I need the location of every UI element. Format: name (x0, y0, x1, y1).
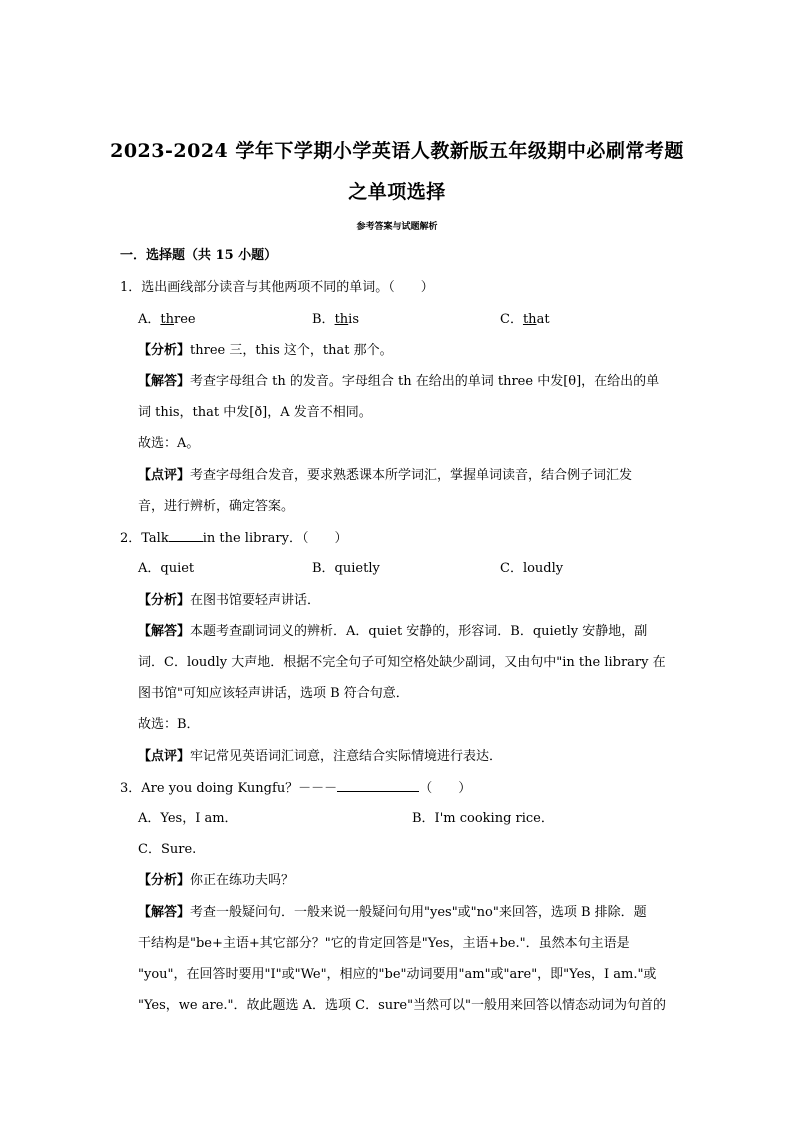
q2-answer-line3: 图书馆"可知应该轻声讲话，选项 B 符合句意． (138, 686, 409, 701)
q1-answer-line2: 词 this，that 中发[ð]，A 发音不相同。 (138, 405, 372, 420)
q3-option-b: B．I'm cooking rice． (412, 811, 554, 826)
q1-answer-tag: 【解答】 (138, 374, 191, 389)
q2-blank (169, 529, 203, 542)
q2-choice: 故选：B． (138, 717, 200, 732)
q1-answer-text1: 考查字母组合 th 的发音。字母组合 th 在给出的单词 three 中发[θ]，在给出的单 (190, 374, 660, 389)
q1-choice: 故选：A。 (138, 436, 200, 451)
q2-comment-tag: 【点评】 (138, 749, 191, 764)
q1-option-b-prefix: B． (312, 312, 335, 327)
q1-option-c (500, 311, 550, 329)
q1-analysis-tag: 【分析】 (138, 343, 191, 358)
q1-comment-tag: 【点评】 (138, 468, 191, 483)
q3-stem-pre: 3．Are you doing Kungfu？－－－ (120, 781, 338, 796)
q2-analysis-tag: 【分析】 (138, 593, 191, 608)
q1-option-c-rest: at (536, 312, 550, 327)
q1-option-c-underline: th (522, 312, 537, 327)
q1-answer-line1 (138, 373, 659, 391)
q1-option-a-prefix: A． (138, 312, 161, 327)
q3-answer-tag: 【解答】 (138, 905, 191, 920)
q1-option-a-underline: th (160, 312, 174, 327)
q1-comment-line2: 音，进行辨析，确定答案。 (138, 499, 295, 514)
q2-analysis-text: 在图书馆要轻声讲话． (190, 593, 321, 608)
q2-answer-line1 (138, 623, 647, 641)
q3-analysis (138, 872, 294, 890)
section-heading: 一．选择题（共 15 小题） (120, 248, 278, 263)
q2-answer-tag: 【解答】 (138, 624, 191, 639)
q1-option-a (138, 311, 196, 329)
page-title: 2023-2024 学年下学期小学英语人教新版五年级期中必刷常考题 (110, 140, 684, 162)
q1-option-c-prefix: C． (500, 312, 523, 327)
q3-answer-text1: 考查一般疑问句．一般来说一般疑问句用"yes"或"no"来回答，选项 B 排除．题 (190, 905, 647, 920)
q1-comment-line1 (138, 467, 632, 485)
q2-answer-line2: 词．C．loudly 大声地．根据不完全句子可知空格处缺少副词，又由句中"in the library 在 (138, 655, 666, 670)
q2-comment-text: 牢记常见英语词汇词意，注意结合实际情境进行表达． (190, 749, 503, 764)
q1-option-b-rest: is (348, 312, 360, 327)
q2-answer-text1: 本题考查副词词义的辨析．A．quiet 安静的，形容词．B．quietly 安静地，副 (190, 624, 648, 639)
q3-answer-line2: 干结构是"be+主语+其它部分？"它的肯定回答是"Yes，主语+be."．虽然本句主语是 (138, 936, 630, 951)
q2-option-c: C．loudly (500, 561, 564, 576)
q1-option-b-underline: th (334, 312, 349, 327)
q2-stem-pre: 2．Talk (120, 531, 169, 546)
q2-option-a: A．quiet (138, 561, 195, 576)
question-3-stem (120, 779, 471, 798)
q1-option-a-rest: ree (174, 312, 196, 327)
q1-analysis-text: three 三，this 这个，that 那个。 (190, 343, 393, 358)
page-subtitle: 参考答案与试题解析 (356, 222, 438, 232)
q3-answer-line4: "Yes，we are."．故此题选 A．选项 C．sure"当然可以"一般用来回答以情态动词为句首的 (138, 998, 667, 1013)
q3-answer-line1 (138, 904, 647, 922)
q2-option-b: B．quietly (312, 561, 380, 576)
q1-option-b (312, 311, 359, 329)
q3-option-a: A．Yes，I am． (138, 811, 238, 826)
q2-stem-post: in the library．（ ） (202, 531, 348, 546)
q3-blank (337, 779, 419, 792)
page-title-line2: 之单项选择 (348, 181, 446, 203)
q3-stem-post: （ ） (419, 781, 472, 796)
q2-comment (138, 748, 502, 766)
q3-analysis-text: 你正在练功夫吗？ (190, 873, 295, 888)
q3-answer-line3: "you"，在回答时要用"I"或"We"，相应的"be"动词要用"am"或"are"，即"Yes，I am."或 (138, 967, 657, 982)
q2-analysis (138, 592, 320, 610)
q1-comment-text1: 考查字母组合发音，要求熟悉课本所学词汇，掌握单词读音，结合例子词汇发 (190, 468, 633, 483)
q3-option-c: C．Sure. (138, 842, 197, 857)
q3-analysis-tag: 【分析】 (138, 873, 191, 888)
question-2-stem (120, 529, 347, 548)
q1-analysis (138, 342, 393, 360)
question-1-stem: 1．选出画线部分读音与其他两项不同的单词。（ ） (120, 280, 434, 295)
